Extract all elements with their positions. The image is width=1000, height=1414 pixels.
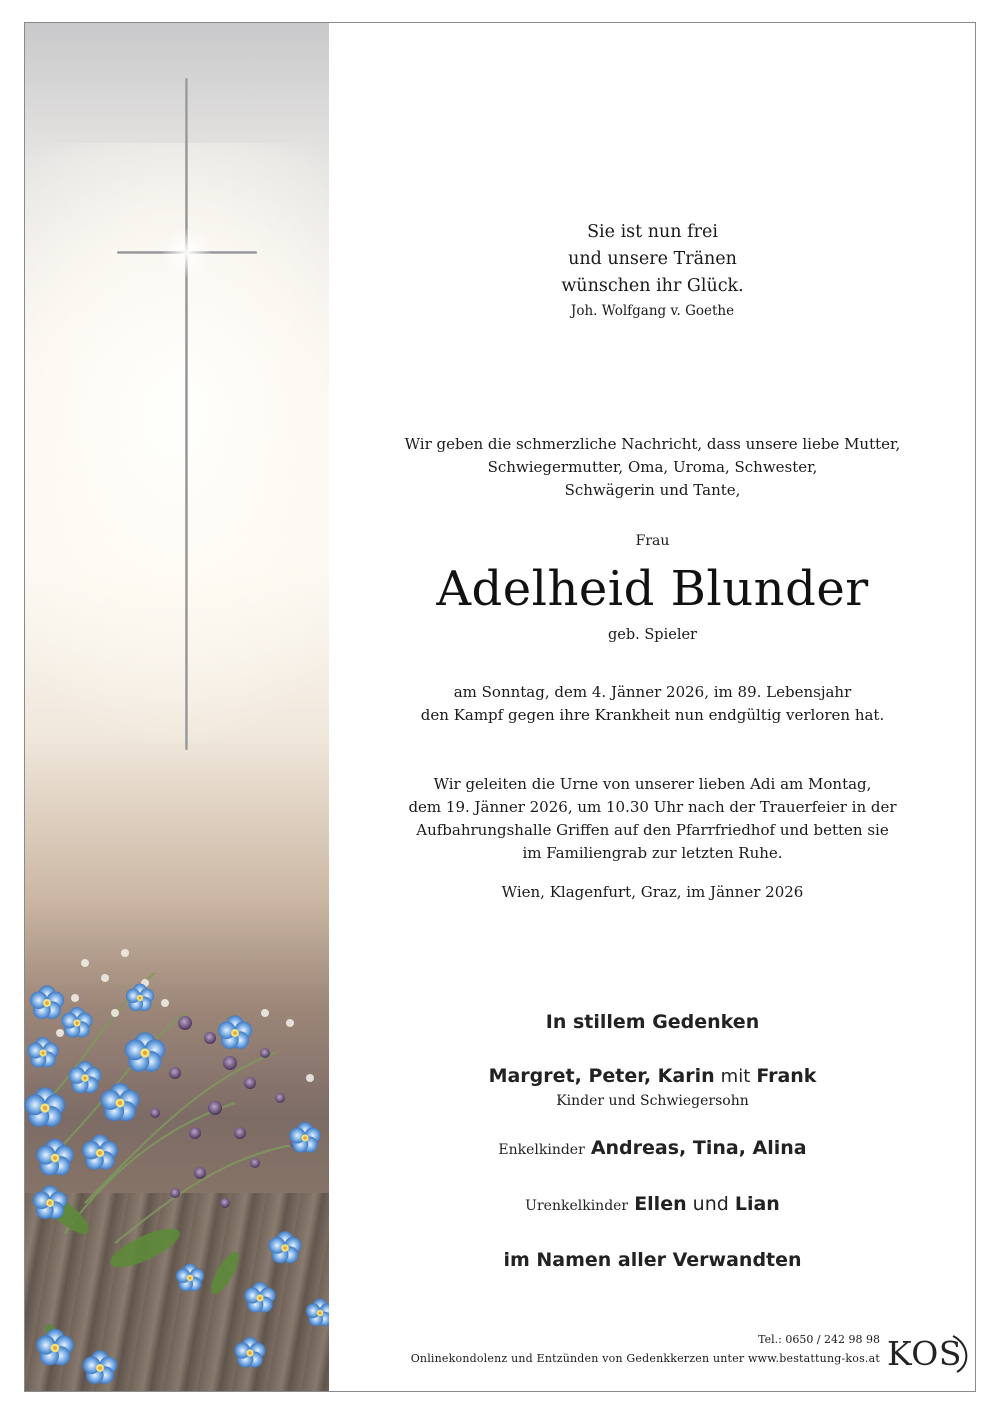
all-relatives: im Namen aller Verwandten bbox=[503, 1249, 802, 1271]
honorific: Frau bbox=[635, 533, 670, 549]
logo-text: KOS bbox=[887, 1334, 962, 1373]
memorial-photo bbox=[25, 23, 329, 1391]
with-word: mit bbox=[720, 1066, 751, 1087]
great-grandchildren-line bbox=[330, 1193, 975, 1215]
great-grandchild-name: Ellen bbox=[634, 1193, 687, 1215]
funeral-line: Wir geleiten die Urne von unserer lieben Adi am Montag, bbox=[433, 775, 872, 793]
maiden-name: geb. Spieler bbox=[608, 627, 697, 643]
cross-shine bbox=[161, 227, 213, 279]
footer-website: Onlinekondolenz und Entzünden von Gedenkkerzen unter www.bestattung-kos.at bbox=[410, 1352, 880, 1365]
child-name: Peter bbox=[588, 1065, 644, 1087]
death-line: am Sonntag, dem 4. Jänner 2026, im 89. Lebensjahr bbox=[453, 683, 852, 701]
closing-phrase: In stillem Gedenken bbox=[545, 1011, 760, 1033]
children-role: Kinder und Schwiegersohn bbox=[556, 1093, 749, 1109]
and-word: und bbox=[692, 1193, 729, 1215]
children-names: Margret, Peter, Karin mit Frank bbox=[488, 1065, 817, 1087]
great-grandchild-name: Lian bbox=[734, 1193, 780, 1215]
footer-phone: Tel.: 0650 / 242 98 98 bbox=[758, 1333, 880, 1346]
funeral-line: Aufbahrungshalle Griffen auf den Pfarrfriedhof und betten sie bbox=[416, 821, 889, 839]
great-grandchildren-label: Urenkelkinder bbox=[525, 1198, 629, 1214]
child-name: Margret bbox=[488, 1065, 575, 1087]
obituary-content bbox=[330, 23, 975, 1391]
cross-icon bbox=[185, 78, 188, 750]
grandchildren-label: Enkelkinder bbox=[498, 1142, 585, 1158]
quote-line: Sie ist nun frei bbox=[587, 222, 718, 242]
kos-logo bbox=[887, 1330, 971, 1376]
child-name: Karin bbox=[657, 1065, 715, 1087]
funeral-line: im Familiengrab zur letzten Ruhe. bbox=[522, 844, 783, 862]
partner-name: Frank bbox=[756, 1065, 817, 1087]
grandchildren-line bbox=[330, 1137, 975, 1159]
place-date: Wien, Klagenfurt, Graz, im Jänner 2026 bbox=[501, 883, 804, 901]
notice-line: Schwiegermutter, Oma, Uroma, Schwester, bbox=[487, 458, 818, 476]
notice-line: Wir geben die schmerzliche Nachricht, dass unsere liebe Mutter, bbox=[404, 435, 901, 453]
death-details bbox=[330, 681, 975, 727]
logo-swoosh-icon bbox=[887, 1330, 971, 1376]
notice-line: Schwägerin und Tante, bbox=[564, 481, 741, 499]
funeral-line: dem 19. Jänner 2026, um 10.30 Uhr nach der Trauerfeier in der bbox=[408, 798, 897, 816]
death-notice bbox=[330, 433, 975, 502]
quote-line: und unsere Tränen bbox=[568, 249, 737, 269]
grandchildren-names: Andreas, Tina, Alina bbox=[590, 1137, 807, 1159]
quote-author: Joh. Wolfgang v. Goethe bbox=[570, 303, 735, 319]
deceased-name: Adelheid Blunder bbox=[436, 561, 869, 617]
death-line: den Kampf gegen ihre Krankheit nun endgültig verloren hat. bbox=[420, 706, 885, 724]
funeral-details bbox=[330, 773, 975, 865]
quote-line: wünschen ihr Glück. bbox=[561, 276, 744, 296]
quote bbox=[330, 219, 975, 300]
flowers-icon bbox=[25, 903, 329, 1391]
